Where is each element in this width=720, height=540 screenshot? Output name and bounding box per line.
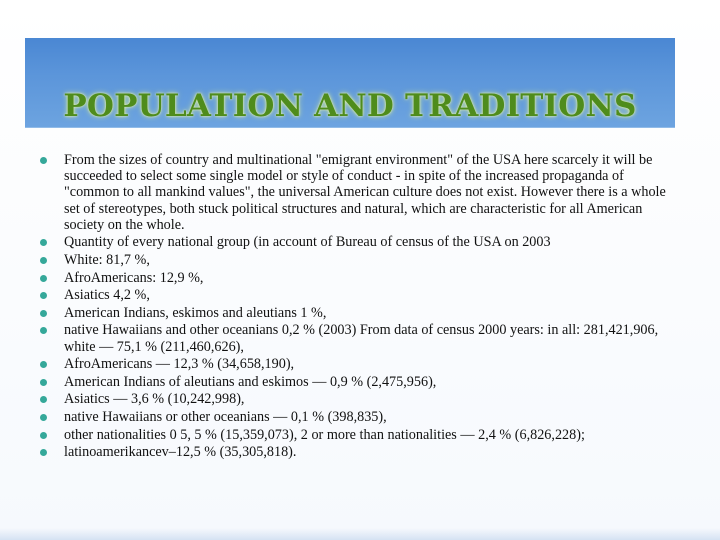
list-item-text: native Hawaiians and other oceanians 0,2 % (2003) From data of census 2000 years: in all: 281,421,906, white — 75,1 % (211,460,626),: [64, 322, 659, 355]
list-item: [36, 444, 676, 460]
list-item-text: Asiatics — 3,6 % (10,242,998),: [64, 391, 245, 408]
list-item: [36, 234, 676, 250]
list-item: [36, 409, 676, 425]
list-item: [36, 305, 676, 321]
list-item: [36, 252, 676, 268]
list-item: [36, 270, 676, 286]
bullet-icon: [40, 379, 47, 386]
list-item-text: AfroAmericans: 12,9 %,: [64, 269, 204, 286]
list-item-text: White: 81,7 %,: [64, 252, 150, 268]
bullet-icon: [40, 432, 47, 439]
list-item-text: AfroAmericans — 12,3 % (34,658,190),: [64, 356, 295, 373]
bullet-icon: [40, 449, 47, 456]
bullet-icon: [40, 414, 47, 421]
bullet-icon: [40, 327, 47, 334]
bullet-list: [36, 152, 676, 462]
bullet-icon: [40, 361, 47, 368]
bullet-icon: [40, 257, 47, 264]
bullet-icon: [40, 310, 47, 317]
list-item: [36, 287, 676, 303]
bullet-icon: [40, 396, 47, 403]
list-item-text: American Indians of aleutians and eskimos — 0,9 % (2,475,956),: [64, 373, 437, 390]
list-item: [36, 152, 676, 233]
list-item-text: From the sizes of country and multinational "emigrant environment" of the USA here scarcely it will be succeeded to select some single model or style of conduct - in spite of the increased propaganda of "common to all mankind values", the universal American culture does not exist. However there is a whole set of stereotypes, both stuck political structures and natural, which are characteristic for all American society on the whole.: [64, 152, 666, 233]
bullet-icon: [40, 157, 47, 164]
list-item-text: American Indians, eskimos and aleutians 1 %,: [64, 304, 327, 321]
list-item: [36, 427, 676, 443]
bullet-icon: [40, 275, 47, 282]
bullet-icon: [40, 292, 47, 299]
bullet-icon: [40, 239, 47, 246]
list-item-text: latinoamerikancev–12,5 % (35,305,818).: [64, 444, 297, 461]
list-item: [36, 356, 676, 372]
list-item-text: other nationalities 0 5, 5 % (15,359,073), 2 or more than nationalities — 2,4 % (6,826,228);: [64, 426, 585, 443]
list-item-text: Asiatics 4,2 %,: [64, 287, 150, 304]
list-item: [36, 322, 676, 354]
slide-title: POPULATION AND TRADITIONS: [63, 88, 637, 124]
list-item: [36, 374, 676, 390]
list-item: [36, 391, 676, 407]
list-item-text: native Hawaiians or other oceanians — 0,1 % (398,835),: [64, 408, 387, 425]
title-bar: [25, 38, 675, 128]
list-item-text: Quantity of every national group (in account of Bureau of census of the USA on 2003: [64, 234, 551, 251]
